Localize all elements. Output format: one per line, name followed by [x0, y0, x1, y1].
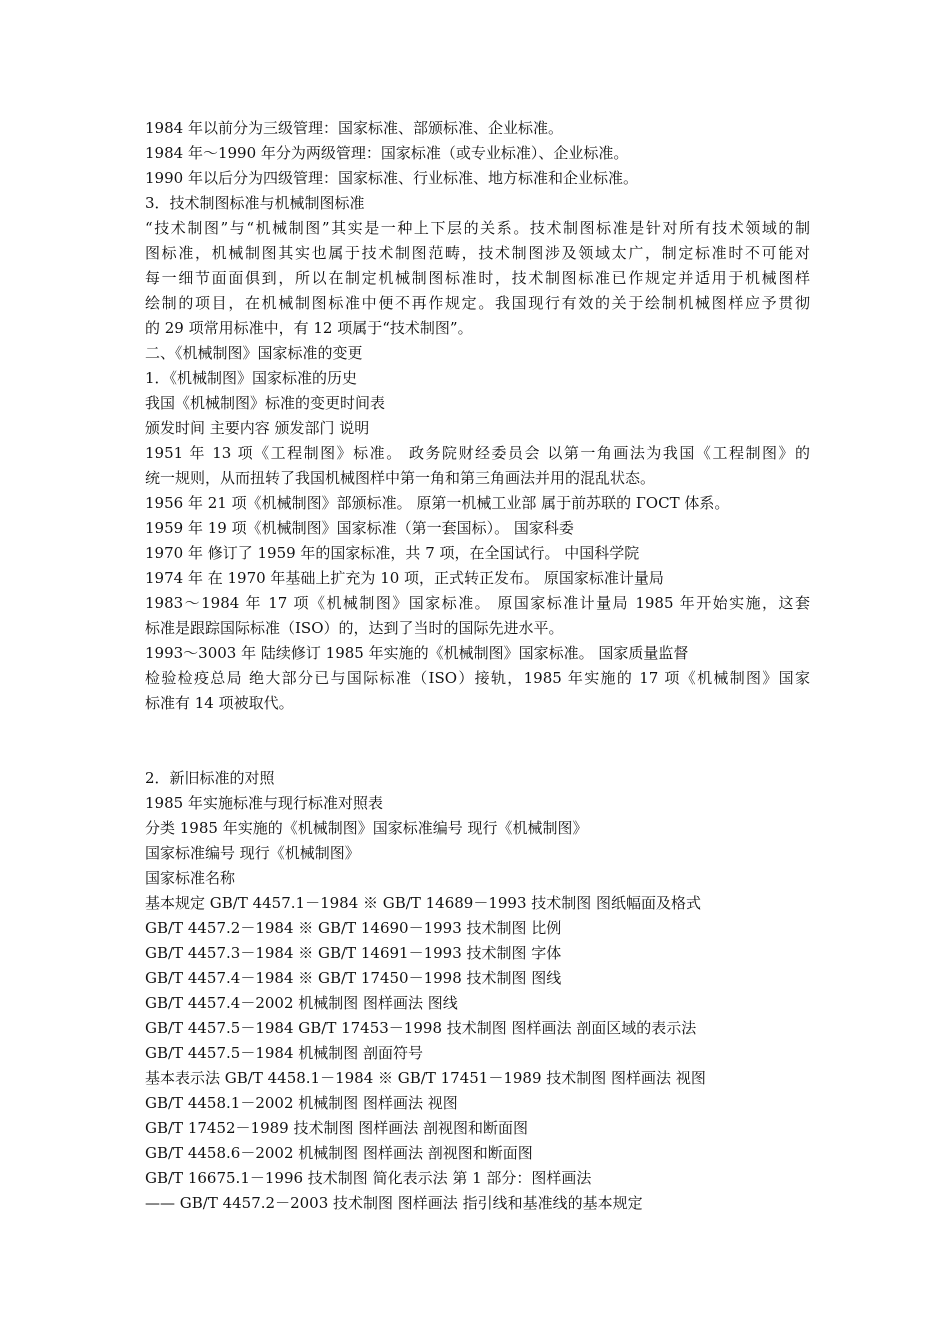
comparison-table	[145, 891, 810, 1216]
history-row: 1970 年 修订了 1959 年的国家标准，共 7 项，在全国试行。 中国科学院	[145, 544, 640, 562]
table-header: 颁发时间 主要内容 颁发部门 说明	[145, 419, 370, 437]
comparison-row: GB/T 4457.4－1984 ※ GB/T 17450－1998 技术制图 图线	[145, 969, 562, 987]
text-line: 1984 年以前分为三级管理：国家标准、部颁标准、企业标准。	[145, 119, 563, 137]
comparison-row: GB/T 4457.5－1984 机械制图 剖面符号	[145, 1044, 424, 1062]
section-heading: 1．《机械制图》国家标准的历史	[145, 369, 358, 387]
paragraph-line: 图标准，机械制图其实也属于技术制图范畴，技术制图涉及领域太广，制定标准时不可能对	[145, 244, 810, 262]
drawing-standards-paragraph	[145, 216, 810, 341]
table-title: 1985 年实施标准与现行标准对照表	[145, 794, 383, 812]
history-row: 1956 年 21 项《机械制图》部颁标准。 原第一机械工业部 属于前苏联的 ГОСТ 体系。	[145, 494, 730, 512]
paragraph-line: 绘制的项目，在机械制图标准中便不再作规定。我国现行有效的关于绘制机械图样应予贯彻	[145, 294, 810, 312]
history-row: 1993～3003 年 陆续修订 1985 年实施的《机械制图》国家标准。 国家质量监督	[145, 644, 689, 662]
history-row: 标准是跟踪国际标准（ISO）的，达到了当时的国际先进水平。	[145, 619, 564, 637]
comparison-row: —— GB/T 4457.2－2003 技术制图 图样画法 指引线和基准线的基本规定	[145, 1194, 643, 1212]
paragraph-line: 每一细节面面俱到，所以在制定机械制图标准时，技术制图标准已作规定并适用于机械图样	[145, 269, 810, 287]
history-row: 1951 年 13 项《工程制图》标准。 政务院财经委员会 以第一角画法为我国《工程制图》的	[145, 444, 810, 462]
paragraph-line: “技术制图”与“机械制图”其实是一种上下层的关系。技术制图标准是针对所有技术领域的制	[145, 219, 810, 237]
document-page	[145, 116, 810, 1216]
comparison-row: GB/T 16675.1－1996 技术制图 简化表示法 第 1 部分：图样画法	[145, 1169, 592, 1187]
history-row: 1983～1984 年 17 项《机械制图》国家标准。 原国家标准计量局 1985 年开始实施，这套	[145, 594, 810, 612]
comparison-row: GB/T 4458.6－2002 机械制图 图样画法 剖视图和断面图	[145, 1144, 533, 1162]
comparison-section	[145, 766, 810, 891]
table-header: 国家标准名称	[145, 869, 236, 887]
comparison-row: 基本规定 GB/T 4457.1－1984 ※ GB/T 14689－1993 技术制图 图纸幅面及格式	[145, 894, 702, 912]
section-heading: 3．技术制图标准与机械制图标准	[145, 194, 365, 212]
history-row: 1959 年 19 项《机械制图》国家标准（第一套国标）。 国家科委	[145, 519, 574, 537]
text-line: 1984 年～1990 年分为两级管理：国家标准（或专业标准）、企业标准。	[145, 144, 629, 162]
comparison-row: GB/T 4457.5－1984 GB/T 17453－1998 技术制图 图样画法 剖面区域的表示法	[145, 1019, 697, 1037]
table-title: 我国《机械制图》标准的变更时间表	[145, 394, 386, 412]
standards-change-section	[145, 341, 810, 441]
comparison-row: GB/T 4458.1－2002 机械制图 图样画法 视图	[145, 1094, 458, 1112]
spacer	[145, 716, 810, 766]
table-header: 国家标准编号 现行《机械制图》	[145, 844, 360, 862]
text-line: 1990 年以后分为四级管理：国家标准、行业标准、地方标准和企业标准。	[145, 169, 638, 187]
chapter-heading: 二、《机械制图》国家标准的变更	[145, 344, 363, 362]
history-row: 检验检疫总局 绝大部分已与国际标准（ISO）接轨，1985 年实施的 17 项《机械制图》国家	[145, 669, 810, 687]
history-row: 标准有 14 项被取代。	[145, 694, 294, 712]
table-header: 分类 1985 年实施的《机械制图》国家标准编号 现行《机械制图》	[145, 819, 588, 837]
comparison-row: 基本表示法 GB/T 4458.1－1984 ※ GB/T 17451－1989 技术制图 图样画法 视图	[145, 1069, 706, 1087]
comparison-row: GB/T 4457.2－1984 ※ GB/T 14690－1993 技术制图 比例	[145, 919, 562, 937]
history-table	[145, 441, 810, 716]
paragraph-line: 的 29 项常用标准中，有 12 项属于“技术制图”。	[145, 319, 473, 337]
comparison-row: GB/T 4457.3－1984 ※ GB/T 14691－1993 技术制图 字体	[145, 944, 562, 962]
section-heading: 2．新旧标准的对照	[145, 769, 275, 787]
comparison-row: GB/T 17452－1989 技术制图 图样画法 剖视图和断面图	[145, 1119, 529, 1137]
history-row: 1974 年 在 1970 年基础上扩充为 10 项，正式转正发布。 原国家标准计量局	[145, 569, 664, 587]
comparison-row: GB/T 4457.4－2002 机械制图 图样画法 图线	[145, 994, 458, 1012]
history-row: 统一规则，从而扭转了我国机械图样中第一角和第三角画法并用的混乱状态。	[145, 469, 656, 487]
management-levels-section	[145, 116, 810, 216]
